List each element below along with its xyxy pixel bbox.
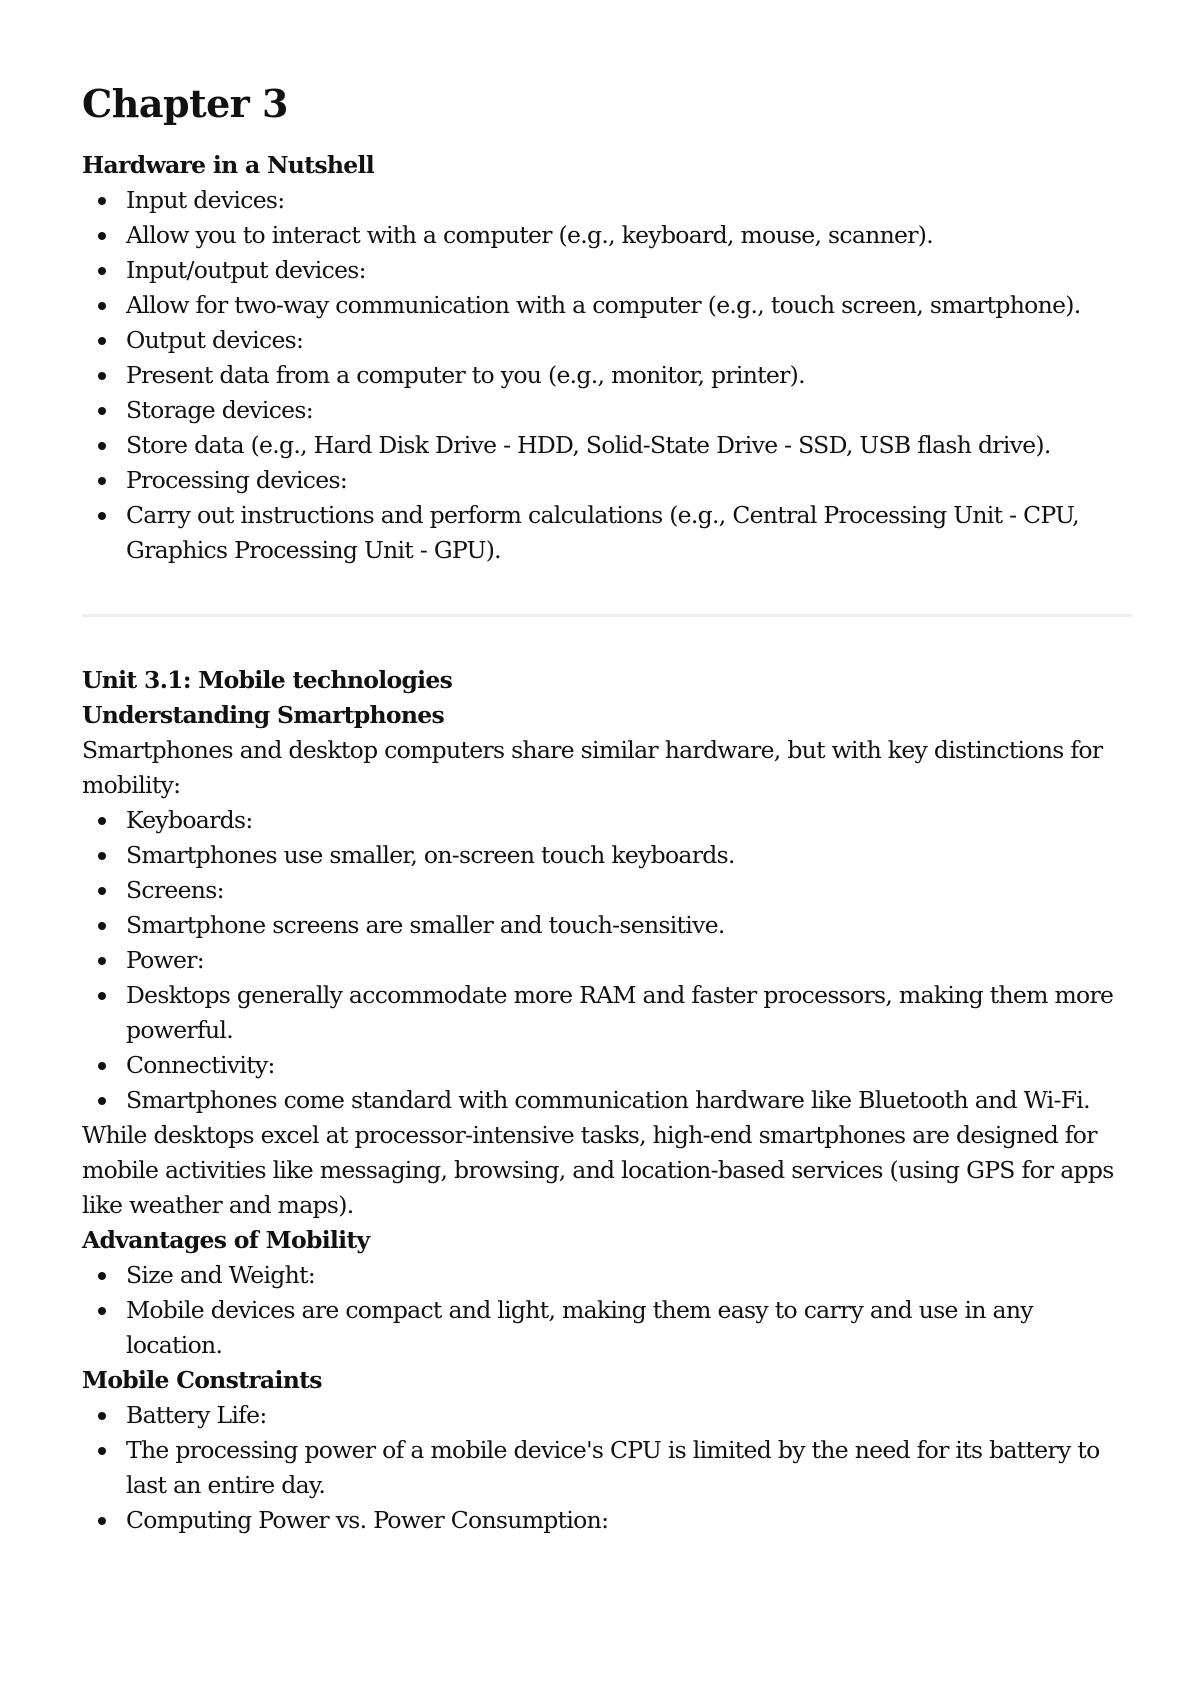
list-item: Output devices: xyxy=(126,323,1132,358)
section-heading-advantages: Advantages of Mobility xyxy=(82,1226,370,1254)
list-item: Mobile devices are compact and light, making them easy to carry and use in any location. xyxy=(126,1293,1132,1363)
list-item: Power: xyxy=(126,943,1132,978)
constraints-list xyxy=(82,1398,1132,1538)
hardware-list xyxy=(82,183,1132,568)
smartphones-summary: While desktops excel at processor-intensive tasks, high-end smartphones are designed for mobile activities like messaging, browsing, and location-based services (using GPS for apps like weather and maps). xyxy=(82,1121,1114,1219)
list-item: Carry out instructions and perform calculations (e.g., Central Processing Unit - CPU, Graphics Processing Unit - GPU). xyxy=(126,498,1132,568)
list-item: Computing Power vs. Power Consumption: xyxy=(126,1503,1132,1538)
chapter-title: Chapter 3 xyxy=(82,81,288,126)
list-item: Storage devices: xyxy=(126,393,1132,428)
list-item: Input devices: xyxy=(126,183,1132,218)
advantages-list xyxy=(82,1258,1132,1363)
list-item: Keyboards: xyxy=(126,803,1132,838)
list-item: Smartphone screens are smaller and touch-sensitive. xyxy=(126,908,1132,943)
list-item: Size and Weight: xyxy=(126,1258,1132,1293)
list-item: Desktops generally accommodate more RAM and faster processors, making them more powerful. xyxy=(126,978,1132,1048)
smartphones-intro: Smartphones and desktop computers share similar hardware, but with key distinctions for mobility: xyxy=(82,736,1103,799)
list-item: Store data (e.g., Hard Disk Drive - HDD, Solid-State Drive - SSD, USB flash drive). xyxy=(126,428,1132,463)
list-item: Screens: xyxy=(126,873,1132,908)
list-item: Allow for two-way communication with a computer (e.g., touch screen, smartphone). xyxy=(126,288,1132,323)
section-divider xyxy=(82,614,1132,617)
list-item: The processing power of a mobile device's CPU is limited by the need for its battery to last an entire day. xyxy=(126,1433,1132,1503)
list-item: Smartphones come standard with communication hardware like Bluetooth and Wi-Fi. xyxy=(126,1083,1132,1118)
smartphones-list xyxy=(82,803,1132,1118)
unit-title: Unit 3.1: Mobile technologies xyxy=(82,666,453,694)
section-heading-hardware: Hardware in a Nutshell xyxy=(82,151,374,179)
list-item: Connectivity: xyxy=(126,1048,1132,1083)
list-item: Input/output devices: xyxy=(126,253,1132,288)
list-item: Processing devices: xyxy=(126,463,1132,498)
section-heading-smartphones: Understanding Smartphones xyxy=(82,701,445,729)
list-item: Present data from a computer to you (e.g., monitor, printer). xyxy=(126,358,1132,393)
list-item: Battery Life: xyxy=(126,1398,1132,1433)
section-heading-constraints: Mobile Constraints xyxy=(82,1366,322,1394)
list-item: Allow you to interact with a computer (e.g., keyboard, mouse, scanner). xyxy=(126,218,1132,253)
document-page xyxy=(82,82,1132,1538)
list-item: Smartphones use smaller, on-screen touch keyboards. xyxy=(126,838,1132,873)
